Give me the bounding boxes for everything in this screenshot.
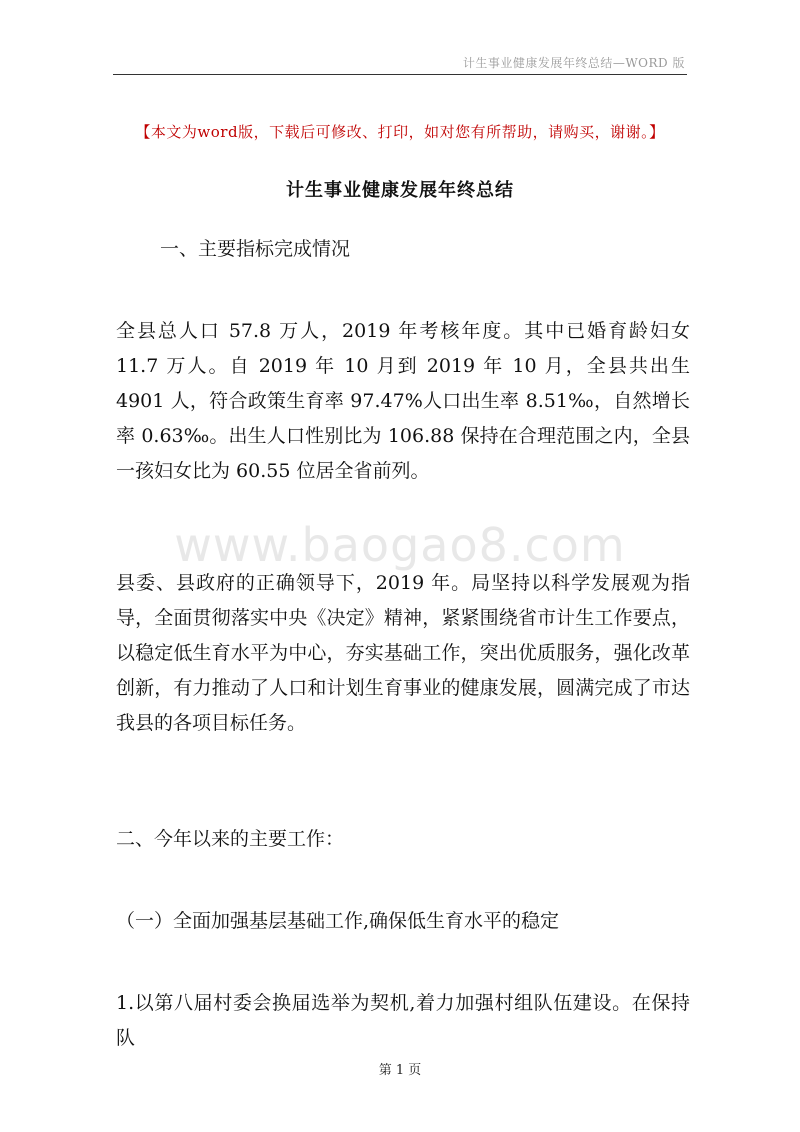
watermark: www.baogao8.com bbox=[174, 518, 626, 572]
page-number: 第 1 页 bbox=[378, 1063, 422, 1078]
document-title: 计生事业健康发展年终总结 bbox=[286, 180, 514, 201]
paragraph-1: 全县总人口 57.8 万人，2019 年考核年度。其中已婚育龄妇女 11.7 万人。自 2019 年 10 月到 2019 年 10 月，全县共出生 4901 人，符合政策生育率 97.47%人口出生率 8.51‰，自然增长率 0.63‰。出生人口性别比为 106.88 保持在合理范围之内，全县一孩妇女比为 60.55 位居全省前列。 bbox=[116, 320, 690, 482]
paragraph-3: 1.以第八届村委会换届选举为契机,着力加强村组队伍建设。在保持队 bbox=[116, 992, 690, 1049]
header-divider bbox=[113, 74, 687, 75]
paragraph-2: 县委、县政府的正确领导下，2019 年。局坚持以科学发展观为指导，全面贯彻落实中央《决定》精神，紧紧围绕省市计生工作要点，以稳定低生育水平为中心，夯实基础工作，突出优质服务，强化改革创新，有力推动了人口和计划生育事业的健康发展，圆满完成了市达我县的各项目标任务。 bbox=[116, 572, 690, 734]
section-heading-2: 二、今年以来的主要工作： bbox=[116, 828, 345, 850]
running-header-title: 计生事业健康发展年终总结—WORD 版 bbox=[462, 56, 685, 70]
purchase-notice: 【本文为word版，下载后可修改、打印，如对您有所帮助，请购买，谢谢。】 bbox=[135, 123, 665, 141]
section-heading-1: 一、主要指标完成情况 bbox=[160, 238, 351, 260]
subsection-heading-1: （一）全面加强基层基础工作,确保低生育水平的稳定 bbox=[116, 910, 560, 932]
